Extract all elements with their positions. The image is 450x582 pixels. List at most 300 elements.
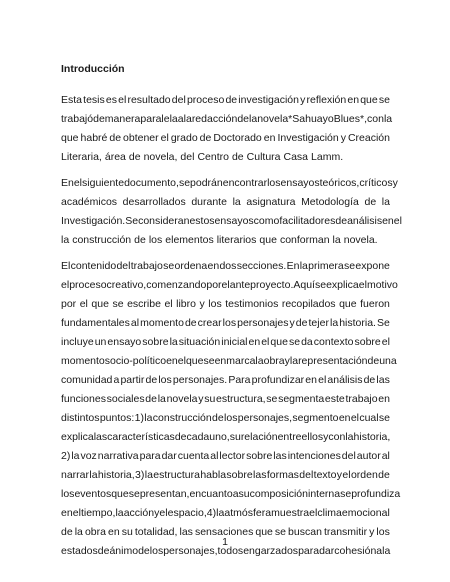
word: las xyxy=(253,469,267,481)
word: el xyxy=(79,298,88,310)
word: que xyxy=(360,94,378,106)
word: cuenta xyxy=(177,450,210,462)
word: momento xyxy=(61,355,105,367)
word: se xyxy=(274,526,287,538)
word: personajes, xyxy=(163,545,218,557)
word: y xyxy=(323,431,329,443)
word: trabajo xyxy=(130,260,163,272)
word: de xyxy=(145,393,157,405)
word: que xyxy=(339,298,357,310)
word: en xyxy=(347,94,360,106)
word: de xyxy=(378,469,390,481)
word: escribe xyxy=(127,298,161,310)
word: cual xyxy=(359,412,379,424)
word: ensayo xyxy=(107,336,142,348)
word: a xyxy=(113,374,120,386)
word: tiempo, xyxy=(80,507,116,519)
word: en xyxy=(166,355,178,367)
word: se xyxy=(203,355,215,367)
word: la xyxy=(255,355,264,367)
word: la xyxy=(74,526,83,538)
word: de xyxy=(231,151,244,163)
word: todos xyxy=(217,545,244,557)
word: que xyxy=(111,488,129,500)
word: durante xyxy=(191,196,227,208)
word: de xyxy=(138,545,150,557)
word: 4) xyxy=(206,507,217,519)
word: en xyxy=(189,488,202,500)
text-line xyxy=(61,276,398,295)
text-line xyxy=(61,110,393,129)
word: Cultura xyxy=(246,151,281,163)
word: con xyxy=(328,431,346,443)
word: relación xyxy=(240,431,278,443)
word: las xyxy=(93,431,108,443)
word: sobre xyxy=(354,336,381,348)
word: este xyxy=(324,393,345,405)
word: buscan xyxy=(288,526,322,538)
word: la xyxy=(299,260,308,272)
word: los xyxy=(376,526,390,538)
word: desarrollados xyxy=(122,196,186,208)
word: anteproyecto. xyxy=(229,279,294,291)
text-line xyxy=(61,314,390,333)
word: segmento xyxy=(292,412,339,424)
word: funciones xyxy=(61,393,106,405)
word: teóricos, xyxy=(319,177,360,189)
word: novela xyxy=(166,393,198,405)
word: el xyxy=(73,177,83,189)
word: cohesión xyxy=(334,545,377,557)
text-line xyxy=(61,231,390,250)
word: siguiente xyxy=(82,177,125,189)
word: lector xyxy=(219,450,246,462)
word: Casa xyxy=(283,151,309,163)
text-line xyxy=(61,295,390,314)
word: que xyxy=(255,526,273,538)
word: y xyxy=(340,132,346,144)
word: de xyxy=(237,113,250,125)
word: reflexión xyxy=(306,94,347,106)
word: partir xyxy=(120,374,145,386)
word: profundiza xyxy=(351,488,401,500)
text-line xyxy=(61,174,398,193)
word: testimonios xyxy=(225,298,279,310)
word: y xyxy=(392,177,398,189)
word: fueron xyxy=(360,298,390,310)
word: características xyxy=(107,431,175,443)
page-number: 1 xyxy=(222,536,228,548)
word: explica xyxy=(61,431,94,443)
word: da xyxy=(301,336,313,348)
word: construcción xyxy=(72,234,132,246)
paragraph-1 xyxy=(61,91,393,167)
word: el xyxy=(309,507,318,519)
word: 2) xyxy=(61,450,71,462)
word: a xyxy=(177,113,184,125)
word: la xyxy=(381,196,390,208)
word: el xyxy=(164,298,173,310)
word: de xyxy=(335,215,348,227)
word: recopilados xyxy=(281,298,336,310)
word: puntos: xyxy=(99,412,135,424)
word: investigación xyxy=(238,94,299,106)
text-line xyxy=(61,466,390,485)
word: Se xyxy=(125,215,139,227)
word: su xyxy=(229,431,241,443)
word: proceso xyxy=(69,279,107,291)
word: formas xyxy=(266,469,299,481)
word: al xyxy=(210,450,219,462)
word: intenciones xyxy=(287,450,341,462)
word: se xyxy=(178,177,191,189)
word: los xyxy=(224,412,238,424)
word: el xyxy=(381,336,390,348)
word: el xyxy=(177,355,186,367)
word: manera xyxy=(104,113,141,125)
word: habré xyxy=(80,132,108,144)
word: para xyxy=(298,545,320,557)
word: y xyxy=(300,94,306,106)
word: de xyxy=(295,317,308,329)
word: habla xyxy=(200,469,227,481)
word: obra xyxy=(263,355,285,367)
word: los xyxy=(149,545,164,557)
word: un xyxy=(94,336,107,348)
word: la xyxy=(144,469,153,481)
word: Doctorado xyxy=(213,132,262,144)
text-line xyxy=(61,148,390,167)
word: autor xyxy=(356,450,381,462)
word: la xyxy=(383,113,393,125)
word: los xyxy=(158,374,172,386)
word: la xyxy=(249,113,258,125)
word: situación xyxy=(178,336,221,348)
text-line xyxy=(61,352,397,371)
word: los xyxy=(61,488,75,500)
word: su xyxy=(204,393,216,405)
word: En xyxy=(61,177,74,189)
word: de xyxy=(134,234,146,246)
word: documento, xyxy=(124,177,179,189)
word: se xyxy=(128,488,140,500)
word: en xyxy=(382,215,394,227)
word: el xyxy=(159,507,168,519)
word: de xyxy=(174,431,187,443)
word: se xyxy=(266,393,278,405)
paragraph-2 xyxy=(61,174,402,250)
word: del xyxy=(116,260,131,272)
word: historia. xyxy=(339,317,376,329)
word: que xyxy=(61,132,79,144)
word: novela xyxy=(257,113,289,125)
word: sociales xyxy=(106,393,145,405)
word: resultado xyxy=(127,94,171,106)
word: totalidad, xyxy=(134,526,178,538)
word: interna xyxy=(308,488,341,500)
text-line xyxy=(61,129,390,148)
word: se xyxy=(314,279,327,291)
word: de xyxy=(225,94,238,106)
word: de xyxy=(199,132,212,144)
word: al xyxy=(130,317,140,329)
word: en xyxy=(263,132,276,144)
word: del xyxy=(180,151,195,163)
word: ánimo xyxy=(109,545,139,557)
word: se xyxy=(344,260,356,272)
word: al xyxy=(381,450,390,462)
word: explica xyxy=(326,279,359,291)
word: de xyxy=(93,113,105,125)
word: 1) xyxy=(134,412,144,424)
word: y xyxy=(154,507,160,519)
word: momento xyxy=(140,317,184,329)
word: socio-político xyxy=(104,355,167,367)
word: el xyxy=(358,279,367,291)
word: ensayos xyxy=(280,177,320,189)
word: en xyxy=(61,507,73,519)
word: construcción xyxy=(152,412,212,424)
word: que xyxy=(91,298,109,310)
word: conforman xyxy=(279,234,330,246)
word: texto xyxy=(313,469,337,481)
word: comunidad xyxy=(61,374,113,386)
word: acción xyxy=(123,507,155,519)
word: de xyxy=(61,526,73,538)
word: ellos xyxy=(301,431,324,443)
word: trabajo xyxy=(345,393,378,405)
word: que xyxy=(259,234,277,246)
text-line xyxy=(61,371,390,390)
word: orden xyxy=(350,469,378,481)
word: de xyxy=(212,412,224,424)
text-line xyxy=(61,485,401,504)
word: grado xyxy=(170,132,198,144)
word: y xyxy=(284,355,290,367)
word: contexto xyxy=(313,336,354,348)
word: secciones. xyxy=(236,260,287,272)
word: presentan, xyxy=(139,488,190,500)
word: en xyxy=(107,526,120,538)
section-heading: Introducción xyxy=(61,63,125,75)
word: el xyxy=(61,279,70,291)
word: obtener xyxy=(123,132,159,144)
word: la xyxy=(382,545,391,557)
word: de xyxy=(109,132,122,144)
word: novela, xyxy=(143,151,178,163)
word: Aquí xyxy=(293,279,315,291)
word: la xyxy=(232,196,241,208)
word: En xyxy=(286,260,300,272)
word: Centro xyxy=(197,151,229,163)
word: literarios xyxy=(216,234,257,246)
word: Esta xyxy=(61,94,83,106)
word: el xyxy=(261,336,270,348)
word: del xyxy=(171,94,186,106)
word: Literaria, xyxy=(61,151,102,163)
word: la xyxy=(157,393,166,405)
word: segmenta xyxy=(278,393,325,405)
word: su xyxy=(238,488,250,500)
word: redacción xyxy=(191,113,238,125)
word: trabajó xyxy=(61,113,94,125)
word: con xyxy=(367,113,384,125)
text-line xyxy=(61,333,390,352)
word: la xyxy=(61,234,70,246)
word: en xyxy=(248,336,261,348)
word: que xyxy=(270,336,288,348)
word: *Sahuayo xyxy=(288,113,334,125)
word: de xyxy=(145,374,158,386)
word: dar xyxy=(161,450,177,462)
word: tesis xyxy=(83,94,105,106)
word: análisis xyxy=(347,215,383,227)
word: narrativa xyxy=(97,450,139,462)
word: el xyxy=(72,507,81,519)
word: de xyxy=(364,196,377,208)
word: su xyxy=(121,526,133,538)
word: representación xyxy=(298,355,368,367)
word: los xyxy=(267,177,281,189)
word: transmitir xyxy=(323,526,368,538)
word: y xyxy=(199,298,205,310)
word: y xyxy=(198,393,204,405)
word: de xyxy=(128,151,141,163)
word: análisis xyxy=(327,374,363,386)
word: cuanto xyxy=(201,488,233,500)
word: el xyxy=(221,279,230,291)
word: de xyxy=(184,317,197,329)
word: encontrar xyxy=(222,177,268,189)
word: se xyxy=(288,336,301,348)
word: la xyxy=(71,450,80,462)
text-line xyxy=(61,504,390,523)
word: motivo xyxy=(366,279,398,291)
word: atmósfera xyxy=(224,507,272,519)
word: dar xyxy=(319,545,335,557)
word: comenzando xyxy=(146,279,207,291)
text-line xyxy=(61,193,390,212)
word: por xyxy=(206,279,222,291)
word: ensayos xyxy=(214,215,254,227)
word: se xyxy=(378,94,390,106)
word: que xyxy=(185,355,204,367)
word: el xyxy=(118,94,127,106)
word: estructura, xyxy=(215,393,266,405)
word: la xyxy=(329,317,339,329)
word: enmarca xyxy=(214,355,256,367)
word: narrar xyxy=(61,469,90,481)
word: consideran xyxy=(138,215,190,227)
word: clima xyxy=(317,507,342,519)
word: las xyxy=(273,450,287,462)
word: se xyxy=(340,488,352,500)
word: la xyxy=(345,431,354,443)
word: el xyxy=(160,132,169,144)
word: el xyxy=(393,215,402,227)
word: El xyxy=(61,260,71,272)
word: podrán xyxy=(190,177,223,189)
word: para xyxy=(139,450,161,462)
text-line xyxy=(61,428,390,447)
word: Blues*, xyxy=(333,113,367,125)
word: la xyxy=(144,412,153,424)
word: novela. xyxy=(343,234,378,246)
word: distintos xyxy=(61,412,100,424)
word: historia, xyxy=(97,469,135,481)
word: los xyxy=(148,234,163,246)
word: del xyxy=(341,450,356,462)
word: muestra xyxy=(271,507,310,519)
text-line xyxy=(61,447,390,466)
word: Lamm. xyxy=(311,151,344,163)
word: elementos xyxy=(165,234,214,246)
word: 3) xyxy=(135,469,145,481)
word: incluye xyxy=(61,336,94,348)
word: profundizar xyxy=(251,374,305,386)
text-line xyxy=(61,212,402,231)
word: uno, xyxy=(209,431,230,443)
word: por xyxy=(61,298,77,310)
paragraph-3 xyxy=(61,257,401,561)
word: las xyxy=(376,374,390,386)
word: cada xyxy=(186,431,210,443)
word: obra xyxy=(84,526,106,538)
word: se xyxy=(112,298,124,310)
word: de xyxy=(97,545,110,557)
word: los xyxy=(208,298,222,310)
text-line xyxy=(61,409,390,428)
word: emocional xyxy=(341,507,390,519)
text-line xyxy=(61,390,390,409)
word: la xyxy=(289,355,299,367)
word: voz xyxy=(80,450,97,462)
word: la xyxy=(183,113,192,125)
word: sobre xyxy=(226,469,253,481)
word: las xyxy=(179,526,193,538)
word: Para xyxy=(228,374,251,386)
word: asignatura xyxy=(246,196,296,208)
word: en xyxy=(378,393,390,405)
word: en xyxy=(207,260,220,272)
word: a xyxy=(232,488,239,500)
word: y xyxy=(289,317,295,329)
word: Investigación. xyxy=(61,215,126,227)
text-line xyxy=(61,91,390,110)
word: personajes xyxy=(237,317,289,329)
word: los xyxy=(222,317,237,329)
word: estos xyxy=(189,215,215,227)
word: estados xyxy=(61,545,98,557)
word: se xyxy=(163,260,175,272)
word: crear xyxy=(197,317,222,329)
word: la xyxy=(169,336,178,348)
word: libro xyxy=(176,298,196,310)
word: espacio, xyxy=(167,507,207,519)
word: área xyxy=(104,151,126,163)
word: Investigación xyxy=(277,132,339,144)
word: inicial xyxy=(221,336,248,348)
word: de xyxy=(367,355,380,367)
word: y xyxy=(336,469,343,481)
word: es xyxy=(105,94,117,106)
word: a xyxy=(376,545,383,557)
word: como xyxy=(253,215,280,227)
word: del xyxy=(299,469,314,481)
word: primera xyxy=(308,260,344,272)
word: entre xyxy=(277,431,302,443)
word: en xyxy=(338,412,351,424)
